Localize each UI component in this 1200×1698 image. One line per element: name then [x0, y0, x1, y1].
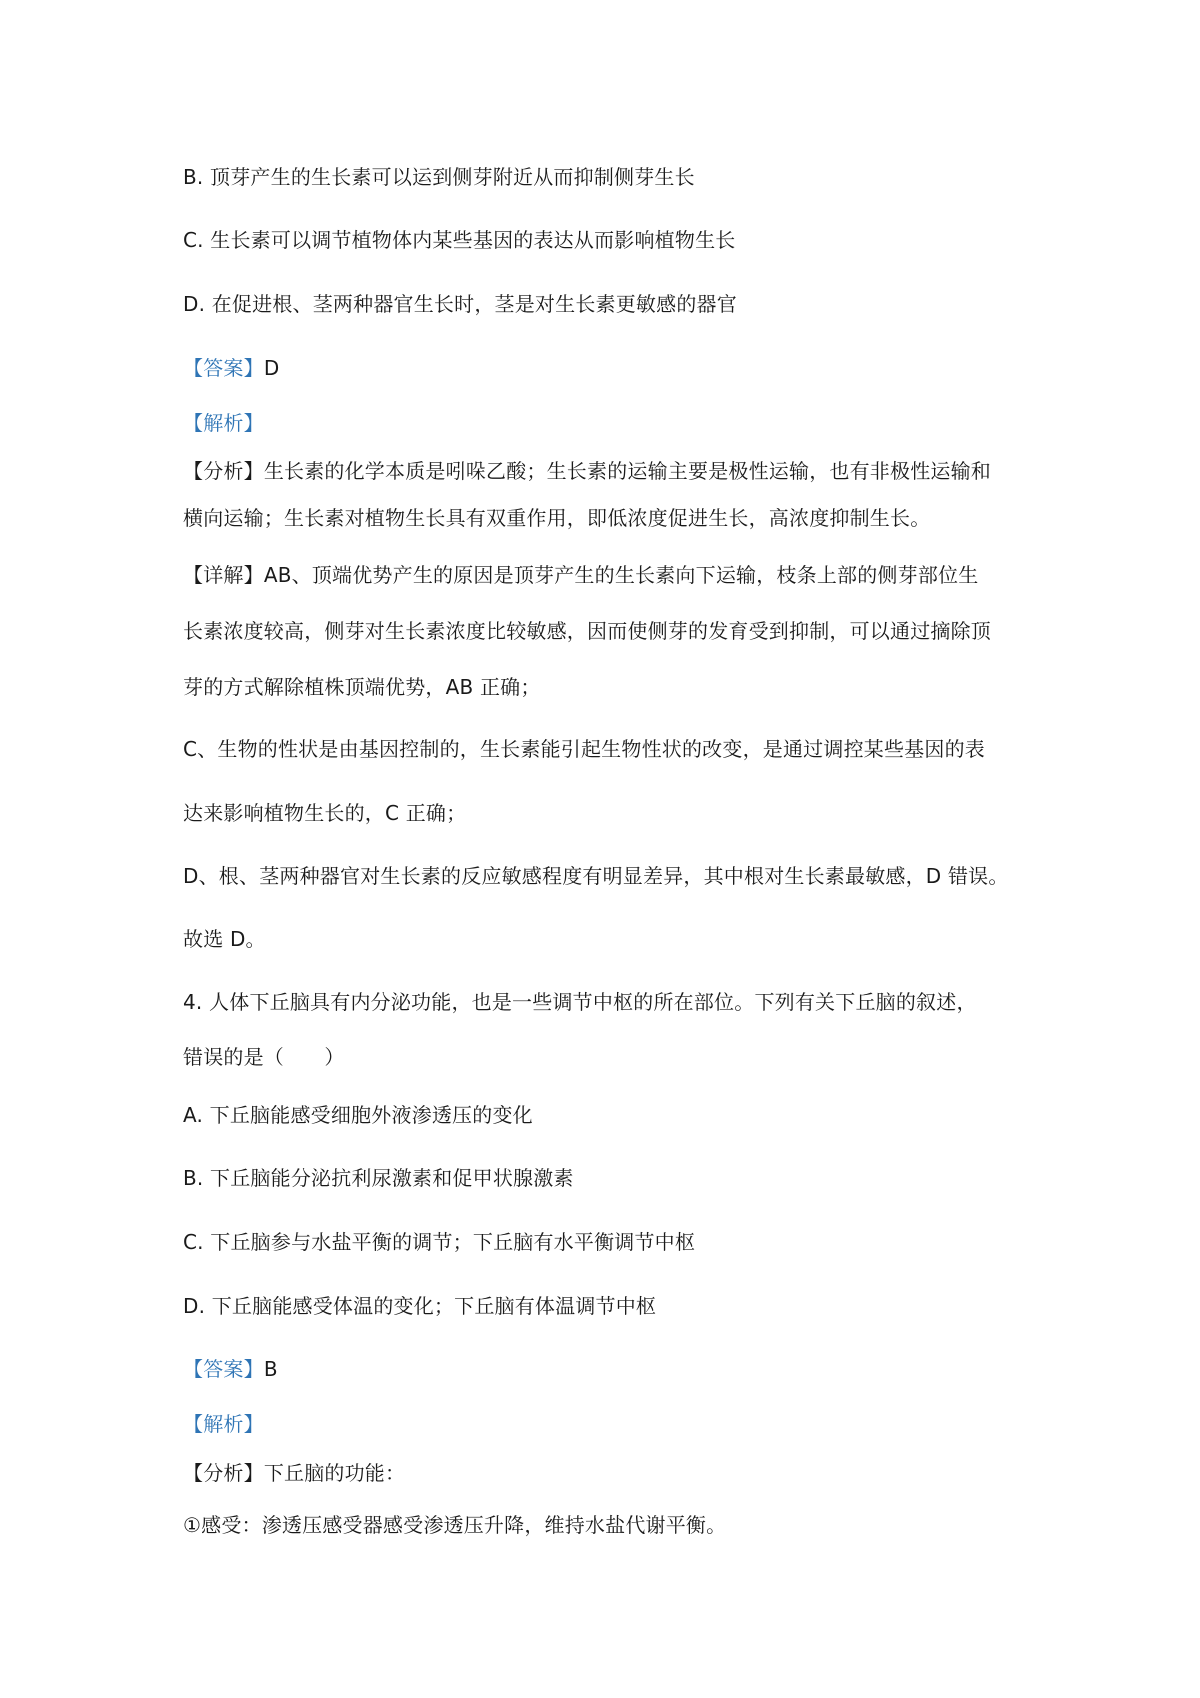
q4-answer: [183, 1355, 278, 1383]
answer-value: B: [263, 1357, 278, 1381]
q3-xiangjie-line3: 芽的方式解除植株顶端优势，AB 正确；: [183, 675, 541, 699]
answer-value: D: [263, 356, 280, 380]
xiangjie-text: AB、顶端优势产生的原因是顶芽产生的生长素向下运输，枝条上部的侧芽部位生: [263, 563, 979, 587]
analysis-tag: 【解析】: [183, 411, 264, 435]
analysis-tag: 【解析】: [183, 1412, 264, 1436]
xiangjie-tag: 【详解】: [183, 563, 264, 587]
q3-answer: [183, 354, 279, 382]
answer-tag: 【答案】: [183, 1357, 264, 1381]
q4-option-c: C. 下丘脑参与水盐平衡的调节；下丘脑有水平衡调节中枢: [183, 1230, 696, 1254]
q3-fenxi-line1: [183, 457, 991, 485]
fenxi-tag: 【分析】: [183, 1461, 264, 1485]
fenxi-text: 生长素的化学本质是吲哚乙酸；生长素的运输主要是极性运输，也有非极性运输和: [263, 459, 992, 483]
q4-fenxi-line1: [183, 1459, 405, 1487]
q3-c-line2: 达来影响植物生长的，C 正确；: [183, 801, 467, 825]
q3-d-line: D、根、茎两种器官对生长素的反应敏感程度有明显差异，其中根对生长素最敏感，D 错误。: [183, 864, 1009, 888]
q3-option-c: C. 生长素可以调节植物体内某些基因的表达从而影响植物生长: [183, 228, 736, 252]
q4-item1: ①感受：渗透压感受器感受渗透压升降，维持水盐代谢平衡。: [183, 1513, 727, 1537]
q3-fenxi-line2: 横向运输；生长素对植物生长具有双重作用，即低浓度促进生长，高浓度抑制生长。: [183, 506, 931, 530]
q4-option-b: B. 下丘脑能分泌抗利尿激素和促甲状腺激素: [183, 1166, 574, 1190]
q4-stem-line2: 错误的是（ ）: [183, 1045, 345, 1069]
q4-stem-line1: 4. 人体下丘脑具有内分泌功能，也是一些调节中枢的所在部位。下列有关下丘脑的叙述，: [183, 990, 977, 1014]
q4-option-a: A. 下丘脑能感受细胞外液渗透压的变化: [183, 1103, 533, 1127]
q3-c-line1: C、生物的性状是由基因控制的，生长素能引起生物性状的改变，是通过调控某些基因的表: [183, 737, 985, 761]
q3-conclusion: 故选 D。: [183, 927, 266, 951]
fenxi-tag: 【分析】: [183, 459, 264, 483]
answer-tag: 【答案】: [183, 356, 264, 380]
q3-xiangjie-line2: 长素浓度较高，侧芽对生长素浓度比较敏感，因而使侧芽的发育受到抑制，可以通过摘除顶: [183, 619, 991, 643]
q3-option-b: B. 顶芽产生的生长素可以运到侧芽附近从而抑制侧芽生长: [183, 165, 695, 189]
q3-option-d: D. 在促进根、茎两种器官生长时，茎是对生长素更敏感的器官: [183, 292, 737, 316]
q3-analysis-tag: [183, 409, 264, 437]
q4-option-d: D. 下丘脑能感受体温的变化；下丘脑有体温调节中枢: [183, 1294, 657, 1318]
q3-xiangjie-line1: [183, 561, 978, 589]
fenxi-text: 下丘脑的功能：: [263, 1461, 406, 1485]
q4-analysis-tag: [183, 1410, 264, 1438]
